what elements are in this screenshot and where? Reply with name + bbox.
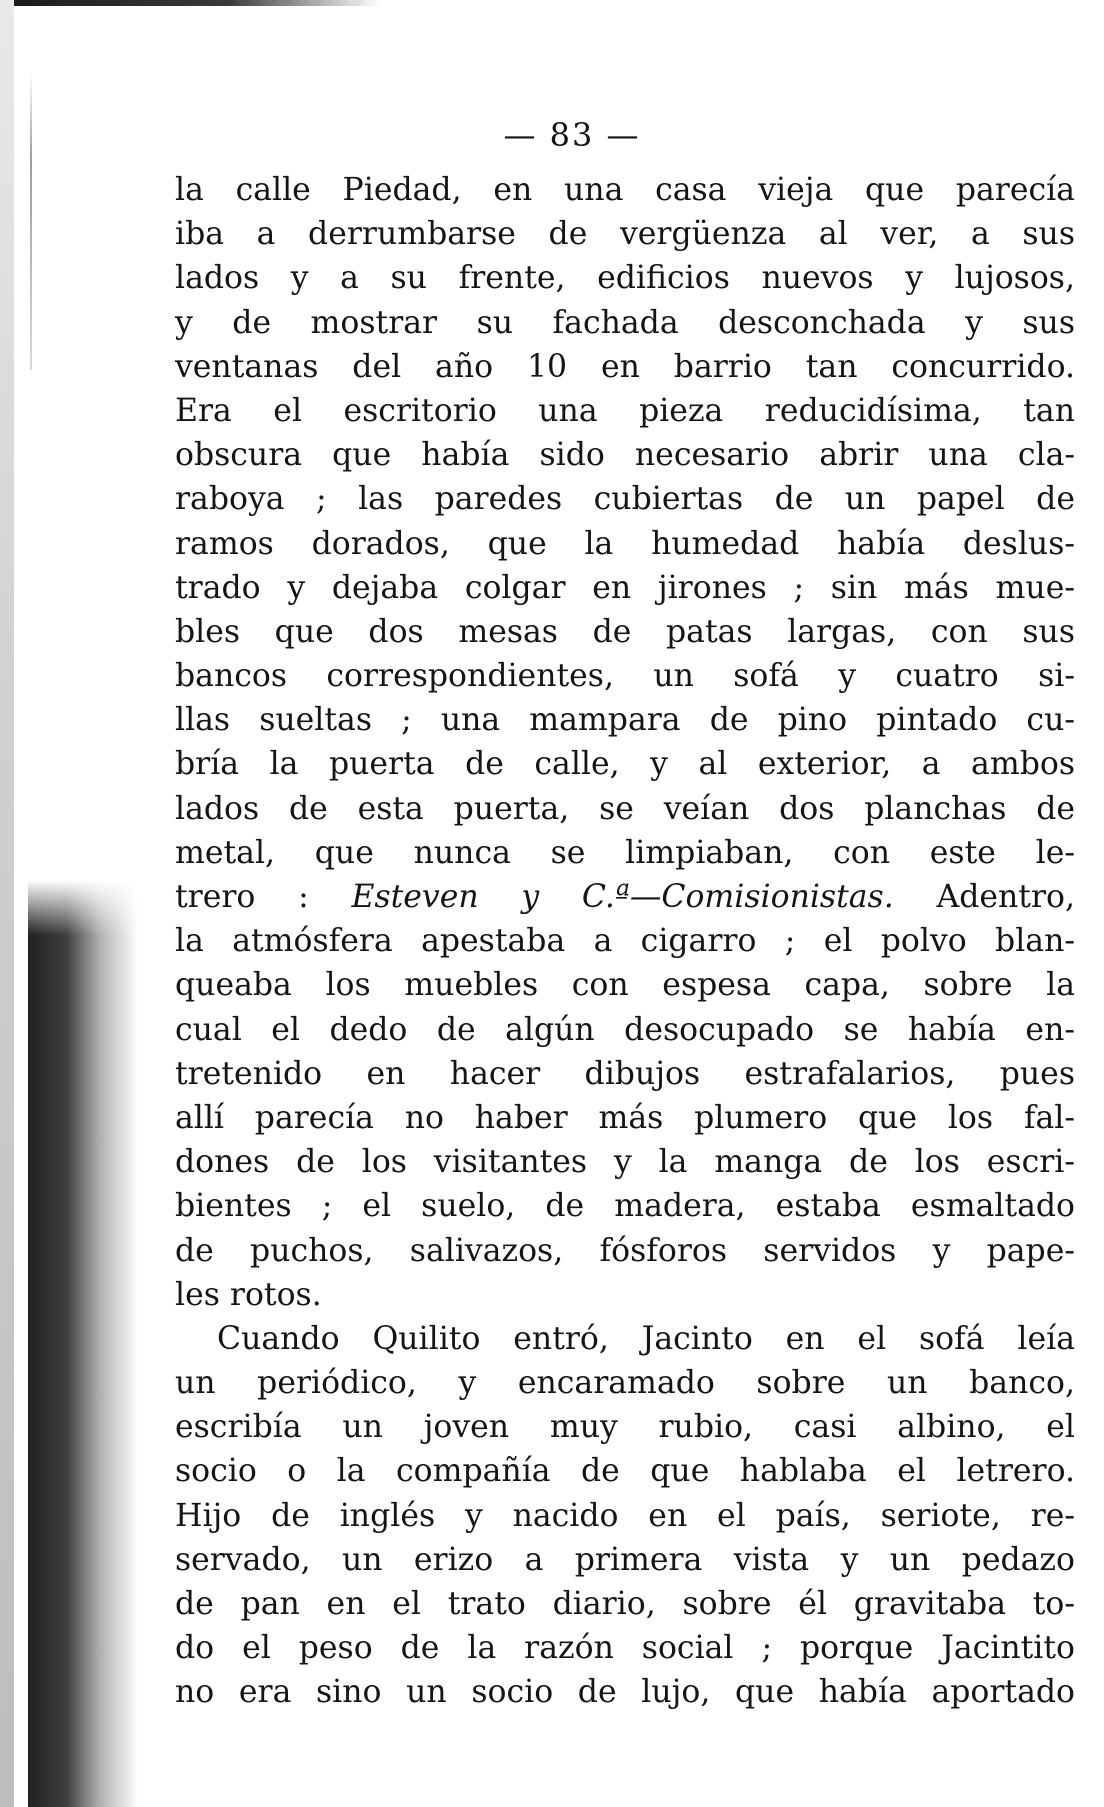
text-line: raboya ; las paredes cubiertas de un papel de [175, 481, 1075, 518]
text-line: ramos dorados, que la humedad había deslus- [175, 525, 1075, 562]
text-line: llas sueltas ; una mampara de pino pintado cu- [175, 702, 1075, 739]
text-line: cual el dedo de algún desocupado se había en- [175, 1011, 1075, 1048]
page-number: — 83 — [503, 116, 641, 154]
text-line: escribía un joven muy rubio, casi albino, el [175, 1409, 1075, 1446]
text-line: Era el escritorio una pieza reducidísima, tan [175, 392, 1075, 429]
text-line: socio o la compañía de que hablaba el letrero. [175, 1453, 1075, 1490]
text-line: la atmósfera apestaba a cigarro ; el polvo blan- [175, 923, 1075, 960]
text-line: bría la puerta de calle, y al exterior, a ambos [175, 746, 1075, 783]
scan-margin-mark [30, 70, 32, 370]
text-line: de puchos, salivazos, fósforos servidos y pape- [175, 1232, 1075, 1269]
text-line: trado y dejaba colgar en jirones ; sin más mue- [175, 569, 1075, 606]
text-line: bles que dos mesas de patas largas, con sus [175, 613, 1075, 650]
text-line: metal, que nunca se limpiaban, con este le- [175, 834, 1075, 871]
text-line: les rotos. [175, 1276, 322, 1313]
text-line: tretenido en hacer dibujos estrafalarios, pues [175, 1055, 1075, 1092]
text-line: Cuando Quilito entró, Jacinto en el sofá leía [217, 1320, 1075, 1357]
text-line: allí parecía no haber más plumero que los fal- [175, 1099, 1075, 1136]
text-line: y de mostrar su fachada desconchada y sus [175, 304, 1075, 341]
text-segment: trero : [175, 879, 352, 915]
text-line: servado, un erizo a primera vista y un pedazo [175, 1541, 1075, 1578]
text-segment: Adentro, [893, 879, 1075, 915]
text-line: lados de esta puerta, se veían dos planchas de [175, 790, 1075, 827]
text-line: dones de los visitantes y la manga de los escri- [175, 1144, 1075, 1181]
text-line: iba a derrumbarse de vergüenza al ver, a sus [175, 216, 1075, 253]
text-line: bancos correspondientes, un sofá y cuatro si- [175, 658, 1075, 695]
text-line: ventanas del año 10 en barrio tan concurrido. [175, 348, 1075, 385]
text-line: de pan en el trato diario, sobre él gravitaba to- [175, 1586, 1075, 1622]
text-line: bientes ; el suelo, de madera, estaba esmaltado [175, 1188, 1075, 1225]
scan-top-edge [0, 0, 380, 6]
body-text [175, 168, 1075, 1715]
text-line: un periódico, y encaramado sobre un banco, [175, 1365, 1075, 1402]
text-line: la calle Piedad, en una casa vieja que parecía [175, 172, 1075, 208]
text-line: do el peso de la razón social ; porque Jacintito [175, 1630, 1075, 1667]
text-line-signboard [175, 875, 1075, 919]
signboard-text: Esteven y C.ª—Comisionistas. [351, 879, 894, 915]
text-line: no era sino un socio de lujo, que había aportado [175, 1674, 1075, 1711]
text-line: lados y a su frente, edificios nuevos y lujosos, [175, 260, 1075, 297]
text-line: Hijo de inglés y nacido en el país, seriote, re- [175, 1497, 1075, 1534]
text-line: obscura que había sido necesario abrir una cla- [175, 437, 1075, 474]
scan-left-edge [0, 0, 14, 1807]
scan-binding-shadow [28, 880, 138, 1807]
text-line: queaba los muebles con espesa capa, sobre la [175, 967, 1075, 1004]
